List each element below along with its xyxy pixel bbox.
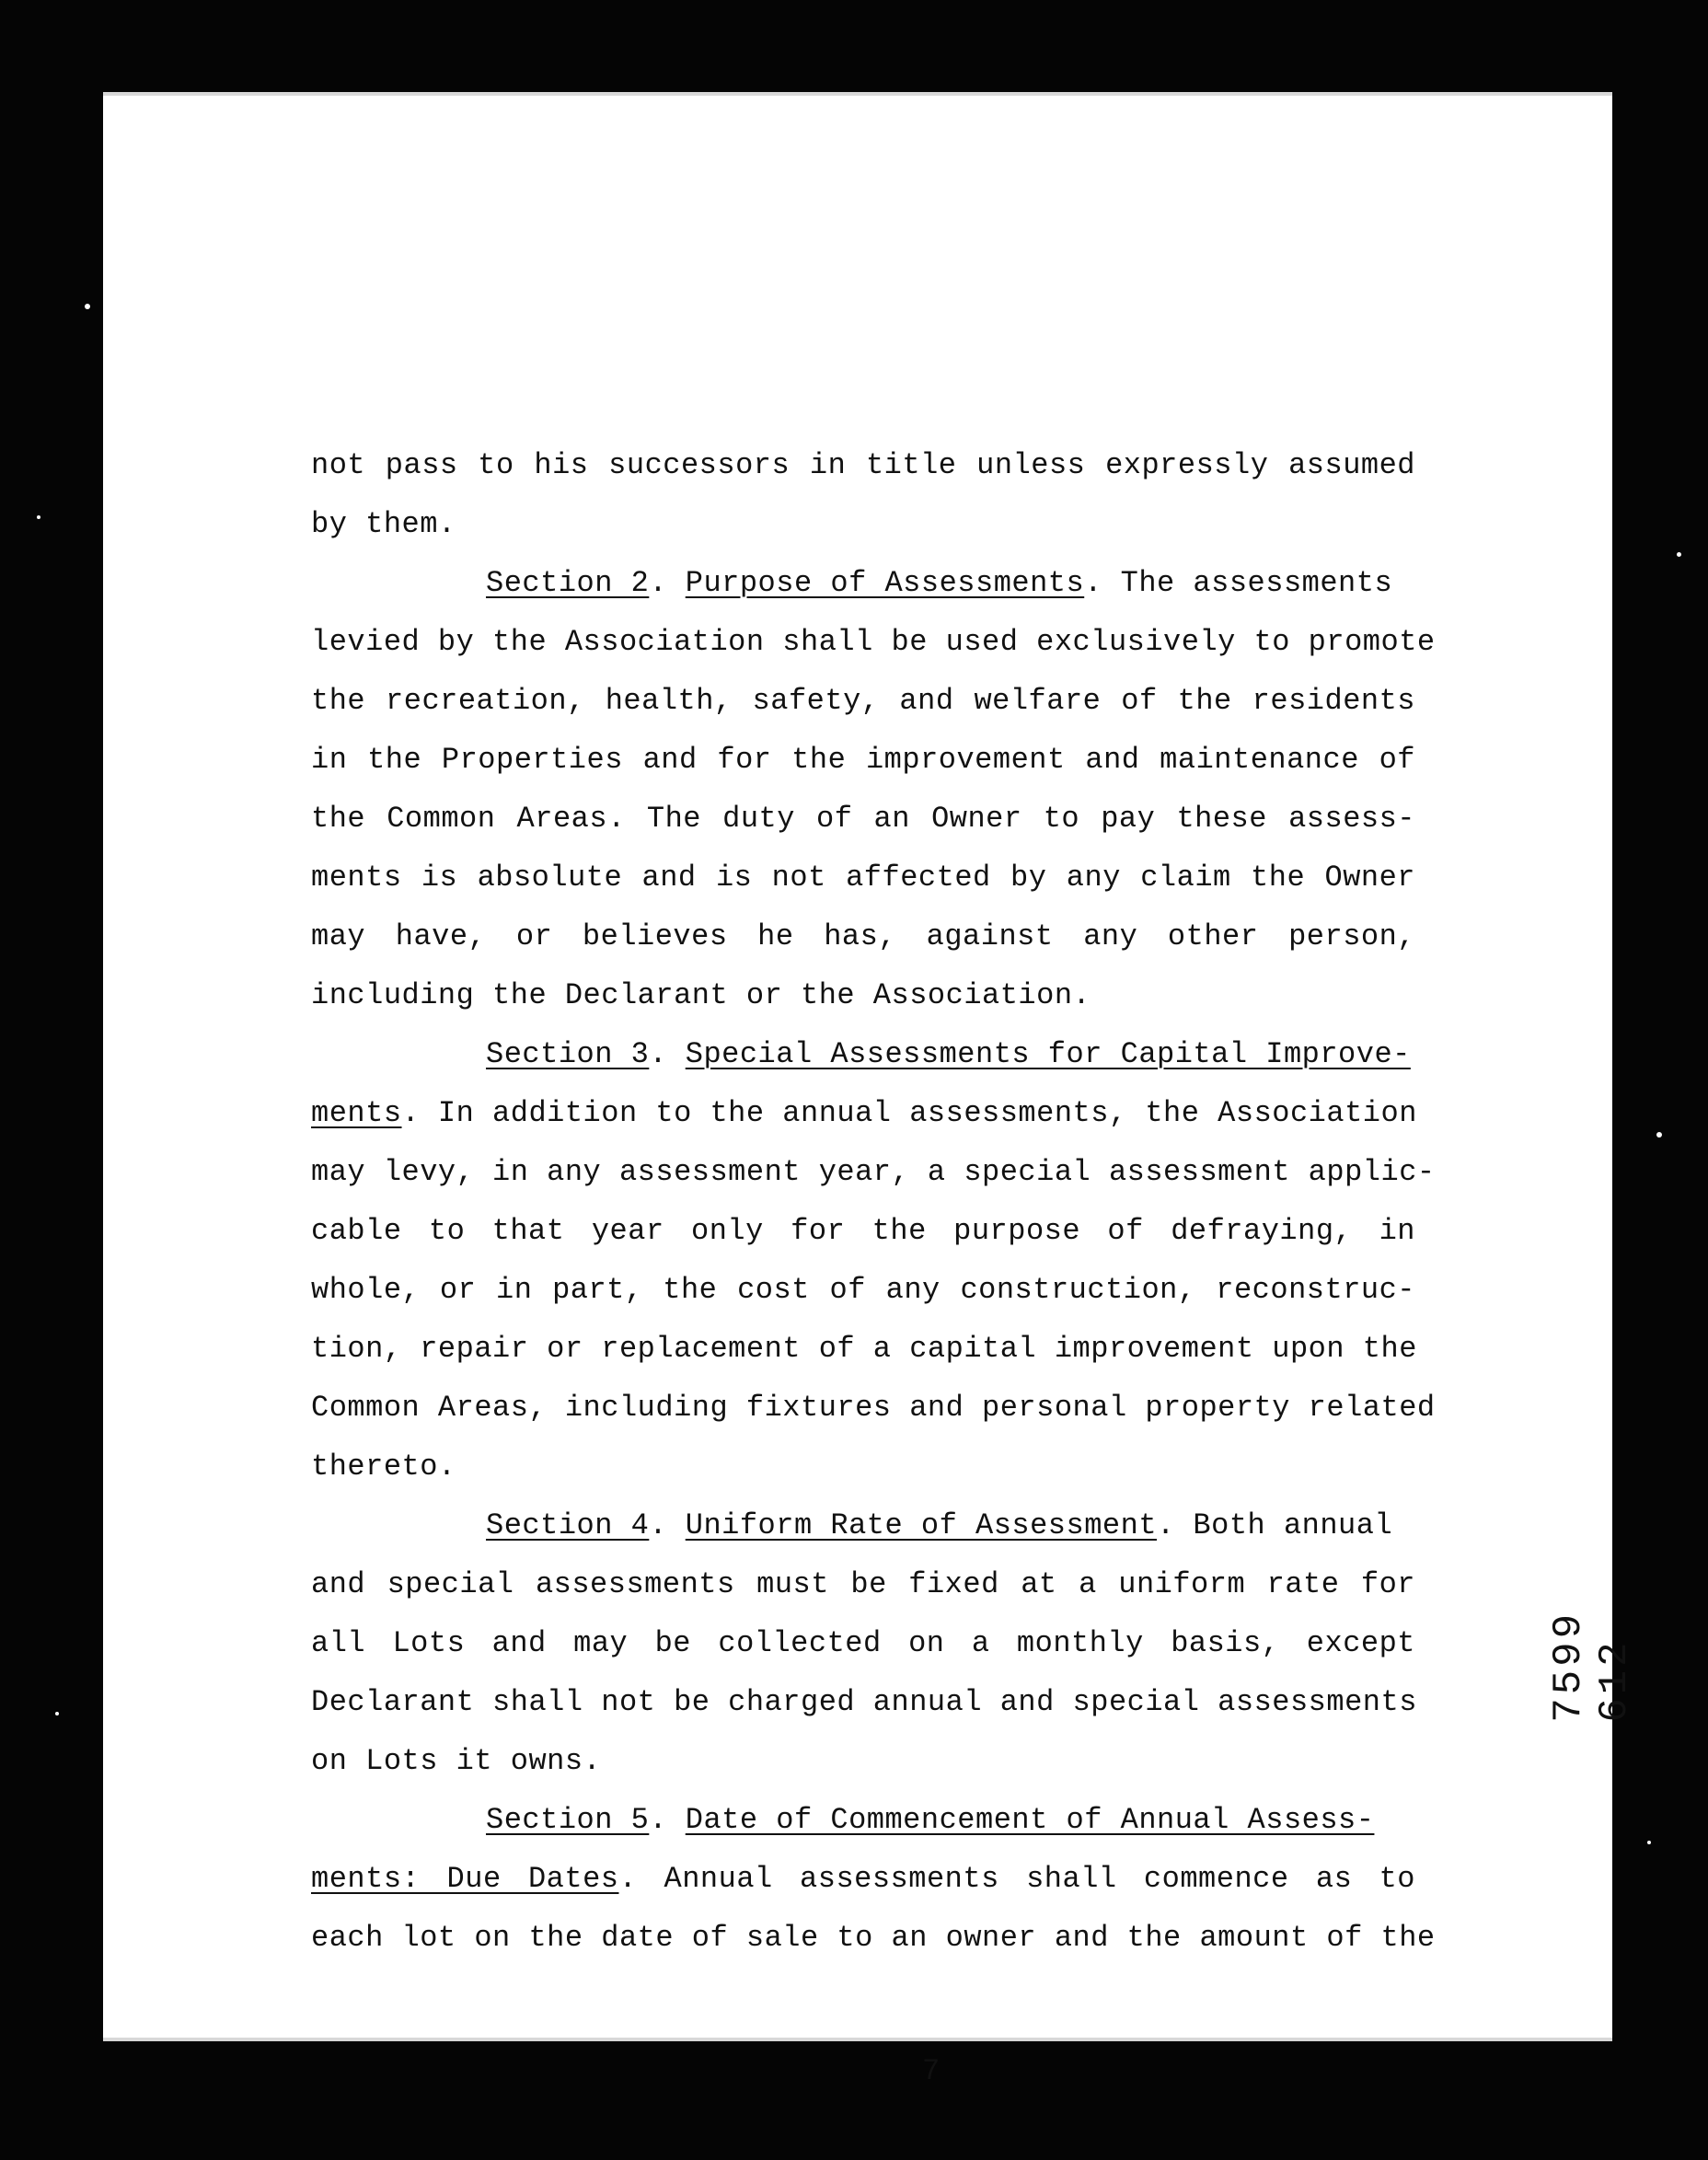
- section-heading: ments: Due Dates: [311, 1862, 619, 1896]
- side-number-volume: 7599: [1546, 1611, 1592, 1723]
- line-text: .: [649, 1803, 686, 1837]
- line-text: . Both annual: [1157, 1508, 1393, 1542]
- document-line: [311, 1036, 1411, 1073]
- document-line: and special assessments must be fixed at a uniform rate for: [311, 1567, 1415, 1601]
- document-line: in the Properties and for the improvement and maintenance of: [311, 743, 1415, 777]
- document-line: levied by the Association shall be used exclusively to promote: [311, 625, 1436, 659]
- line-text: .: [649, 1037, 686, 1071]
- document-line: not pass to his successors in title unless expressly assumed: [311, 448, 1415, 482]
- document-line: Common Areas, including fixtures and personal property related: [311, 1391, 1436, 1425]
- document-line: [311, 565, 1392, 602]
- section-title: Date of Commencement of Annual Assess-: [685, 1803, 1375, 1837]
- document-body: [311, 447, 1526, 2012]
- section-heading: Section 2: [486, 566, 650, 600]
- document-line: on Lots it owns.: [311, 1744, 602, 1778]
- line-text: .: [649, 1508, 686, 1542]
- document-line: tion, repair or replacement of a capital improvement upon the: [311, 1332, 1417, 1366]
- section-heading: Section 5: [486, 1803, 650, 1837]
- line-text: . The assessments: [1084, 566, 1393, 600]
- document-line: each lot on the date of sale to an owner and the amount of the: [311, 1921, 1436, 1955]
- section-heading: ments: [311, 1096, 402, 1130]
- document-line: Declarant shall not be charged annual and special assessments: [311, 1685, 1417, 1719]
- section-title: Special Assessments for Capital Improve-: [685, 1037, 1411, 1071]
- document-page: [103, 92, 1638, 2088]
- page-number: 7: [922, 2054, 941, 2088]
- document-line: [311, 1802, 1374, 1839]
- document-line: [311, 1095, 1415, 1132]
- document-line: the recreation, health, safety, and welfare of the residents: [311, 684, 1415, 718]
- document-line: thereto.: [311, 1450, 456, 1484]
- side-number-page: 612: [1592, 1638, 1638, 1723]
- document-line: may levy, in any assessment year, a special assessment applic-: [311, 1155, 1436, 1189]
- document-line: whole, or in part, the cost of any construction, reconstruc-: [311, 1273, 1415, 1307]
- section-title: Purpose of Assessments: [685, 566, 1085, 600]
- section-title: Uniform Rate of Assessment: [685, 1508, 1158, 1542]
- document-line: [311, 1861, 1415, 1898]
- section-heading: Section 3: [486, 1037, 650, 1071]
- document-line: [311, 1507, 1392, 1544]
- side-margin-numbers: [1546, 1611, 1638, 1723]
- document-line: may have, or believes he has, against any other person,: [311, 919, 1415, 953]
- section-heading: Section 4: [486, 1508, 650, 1542]
- document-line: cable to that year only for the purpose of defraying, in: [311, 1214, 1415, 1248]
- document-line: all Lots and may be collected on a monthly basis, except: [311, 1626, 1415, 1660]
- document-line: ments is absolute and is not affected by any claim the Owner: [311, 861, 1415, 895]
- document-line: including the Declarant or the Association.: [311, 978, 1091, 1012]
- line-text: . Annual assessments shall commence as to: [618, 1862, 1416, 1896]
- document-line: the Common Areas. The duty of an Owner to pay these assess-: [311, 802, 1415, 836]
- line-text: . In addition to the annual assessments, the Association: [401, 1096, 1417, 1130]
- document-line: by them.: [311, 507, 456, 541]
- line-text: .: [649, 566, 686, 600]
